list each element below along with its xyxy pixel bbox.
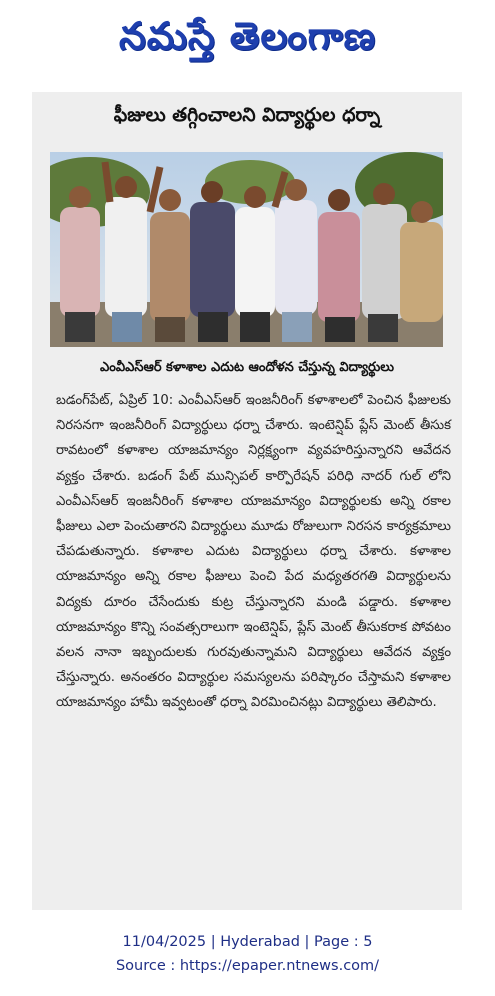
- article-paragraph: బడంగ్‌పేట్, ఏప్రిల్ 10: ఎంవీఎస్‌ఆర్ ఇంజనీరింగ్ కళాశాలలో పెంచిన ఫీజులకు నిరసనగా ఇంజనీరింగ్ విద్యార్థులు ధర్నా చేశారు. ఇంటెన్షిప్ ప్లేస్ మెంట్ తీసుక రావటంలో కళాశాల యాజమాన్యం నిర్లక్ష్యంగా వ్యవహరిస్తున్నారని ఆవేదన వ్యక్తం చేశారు. బడంగ్ పేట్ మున్సిపల్ కార్పొరేషన్ పరిధి నాదర్ గుల్ లోని ఎంవీఎస్‌ఆర్ ఇంజనీరింగ్ కళాశాల యాజమాన్యం విద్యార్థులకు అన్ని రకాల ఫీజులు ఎలా పెంచుతారని విద్యార్థులు మూడు రోజులుగా నిరసన కార్యక్రమాలు చేపడుతున్నారు. కళాశాల ఎదుట విద్యార్థులు ధర్నా చేశారు. కళాశాల యాజమాన్యం అన్ని రకాల ఫీజులు పెంచి పేద మధ్యతరగతి విద్యార్థులను విద్యకు దూరం చేసేందుకు కుట్ర చేస్తున్నారని మండి పడ్డారు. కళాశాల యాజమాన్యం కొన్ని సంవత్సరాలుగా ఇంటెన్షిప్, ప్లేస్ మెంట్ తీసుకరాక పోవటం వలన నానా ఇబ్బందులకు గురవుతున్నామని విద్యార్థులు ఆవేదన వ్యక్తం చేస్తున్నారు. అనంతరం విద్యార్థుల సమస్యలను పరిష్కారం చేస్తామని కళాశాల యాజమాన్యం హామీ ఇవ్వటంతో ధర్నా విరమించినట్లు విద్యార్థులు తెలిపారు.: [56, 393, 451, 711]
- masthead-logo: [0, 0, 495, 82]
- article-headline: ఫీజులు తగ్గించాలని విద్యార్థుల ధర్నా: [113, 104, 381, 126]
- masthead-title: నమస్తే తెలంగాణ: [119, 14, 376, 58]
- footer-date-line: 11/04/2025 | Hyderabad | Page : 5: [122, 934, 373, 950]
- page-footer: [0, 930, 495, 978]
- photo-caption: ఎంవీఎస్‌ఆర్ కళాశాల ఎదుట ఆందోళన చేస్తున్న విద్యార్థులు: [100, 360, 394, 375]
- protest-photo-illustration: [50, 152, 443, 347]
- protest-photo: [50, 152, 443, 347]
- footer-source-line: Source : https://epaper.ntnews.com/: [115, 958, 380, 974]
- article-body: [56, 388, 451, 716]
- news-clipping: [32, 92, 462, 910]
